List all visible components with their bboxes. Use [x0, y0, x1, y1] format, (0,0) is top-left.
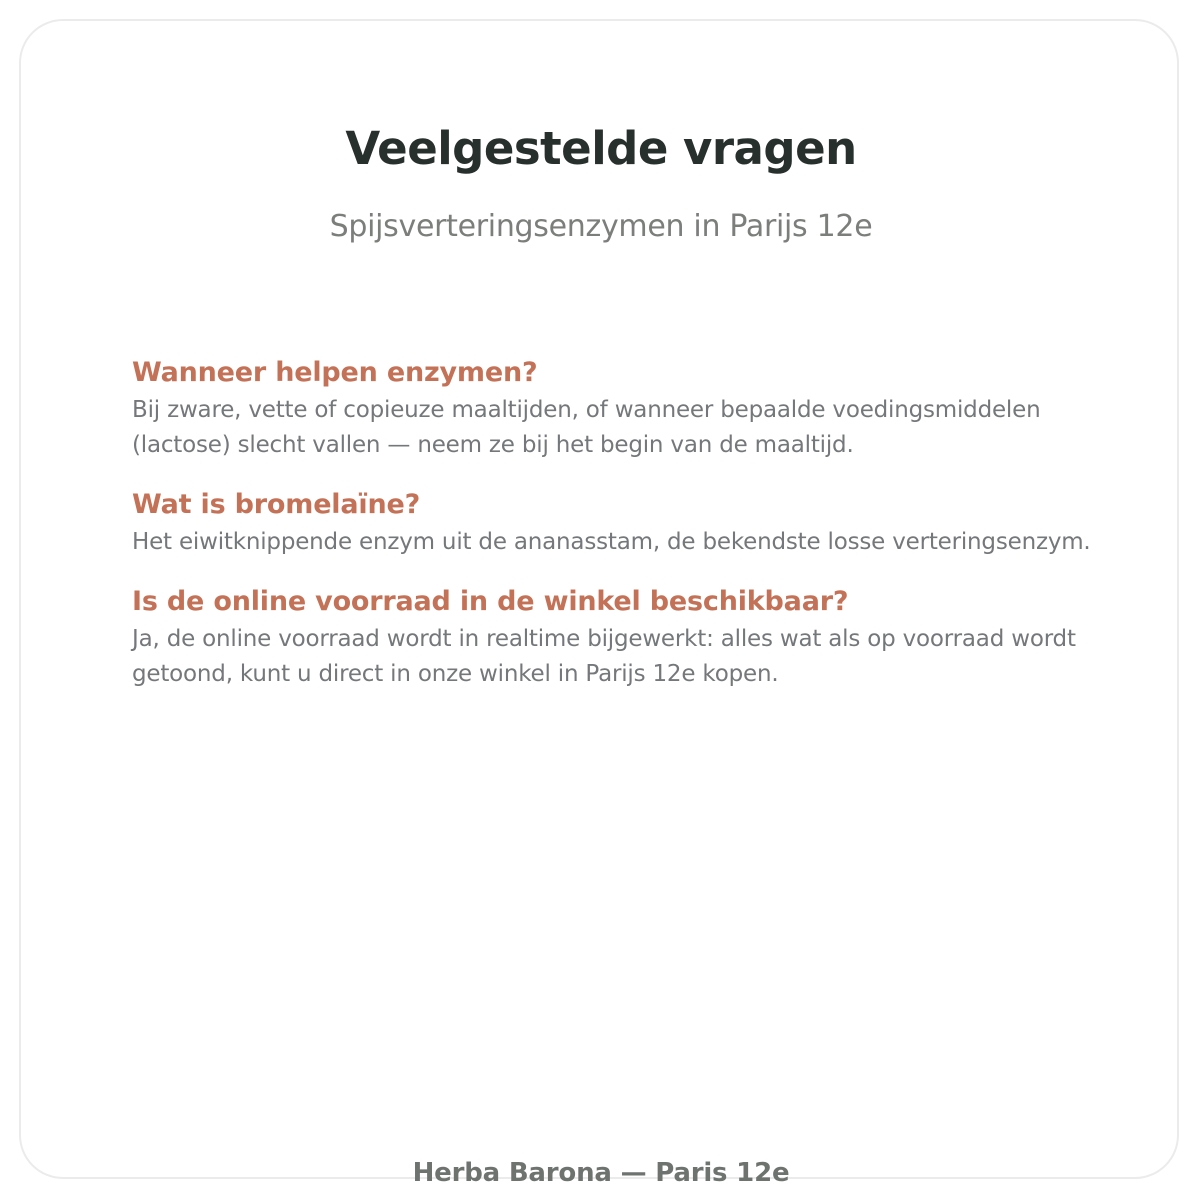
faq-answer: Ja, de online voorraad wordt in realtime bijgewerkt: alles wat als op voorraad wordt getoond, kunt u direct in onze winkel in Parijs 12e kopen.: [132, 626, 1076, 687]
faq-item: [132, 582, 1092, 692]
faq-question: Is de online voorraad in de winkel beschikbaar?: [132, 586, 849, 617]
footer-brand: Herba Barona — Paris 12e: [412, 1158, 790, 1188]
faq-list: [132, 353, 1092, 714]
faq-answer: Bij zware, vette of copieuze maaltijden, of wanneer bepaalde voedingsmiddelen (lactose) slecht vallen — neem ze bij het begin van de maaltijd.: [132, 397, 1041, 458]
faq-question: Wat is bromelaïne?: [132, 489, 421, 520]
page-title: Veelgestelde vragen: [345, 122, 857, 175]
faq-item: [132, 485, 1092, 560]
faq-answer: Het eiwitknippende enzym uit de ananasstam, de bekendste losse verteringsenzym.: [132, 529, 1091, 555]
faq-card: [19, 19, 1179, 1188]
faq-question: Wanneer helpen enzymen?: [132, 357, 538, 388]
page-subtitle: Spijsverteringsenzymen in Parijs 12e: [329, 209, 873, 244]
faq-item: [132, 353, 1092, 463]
